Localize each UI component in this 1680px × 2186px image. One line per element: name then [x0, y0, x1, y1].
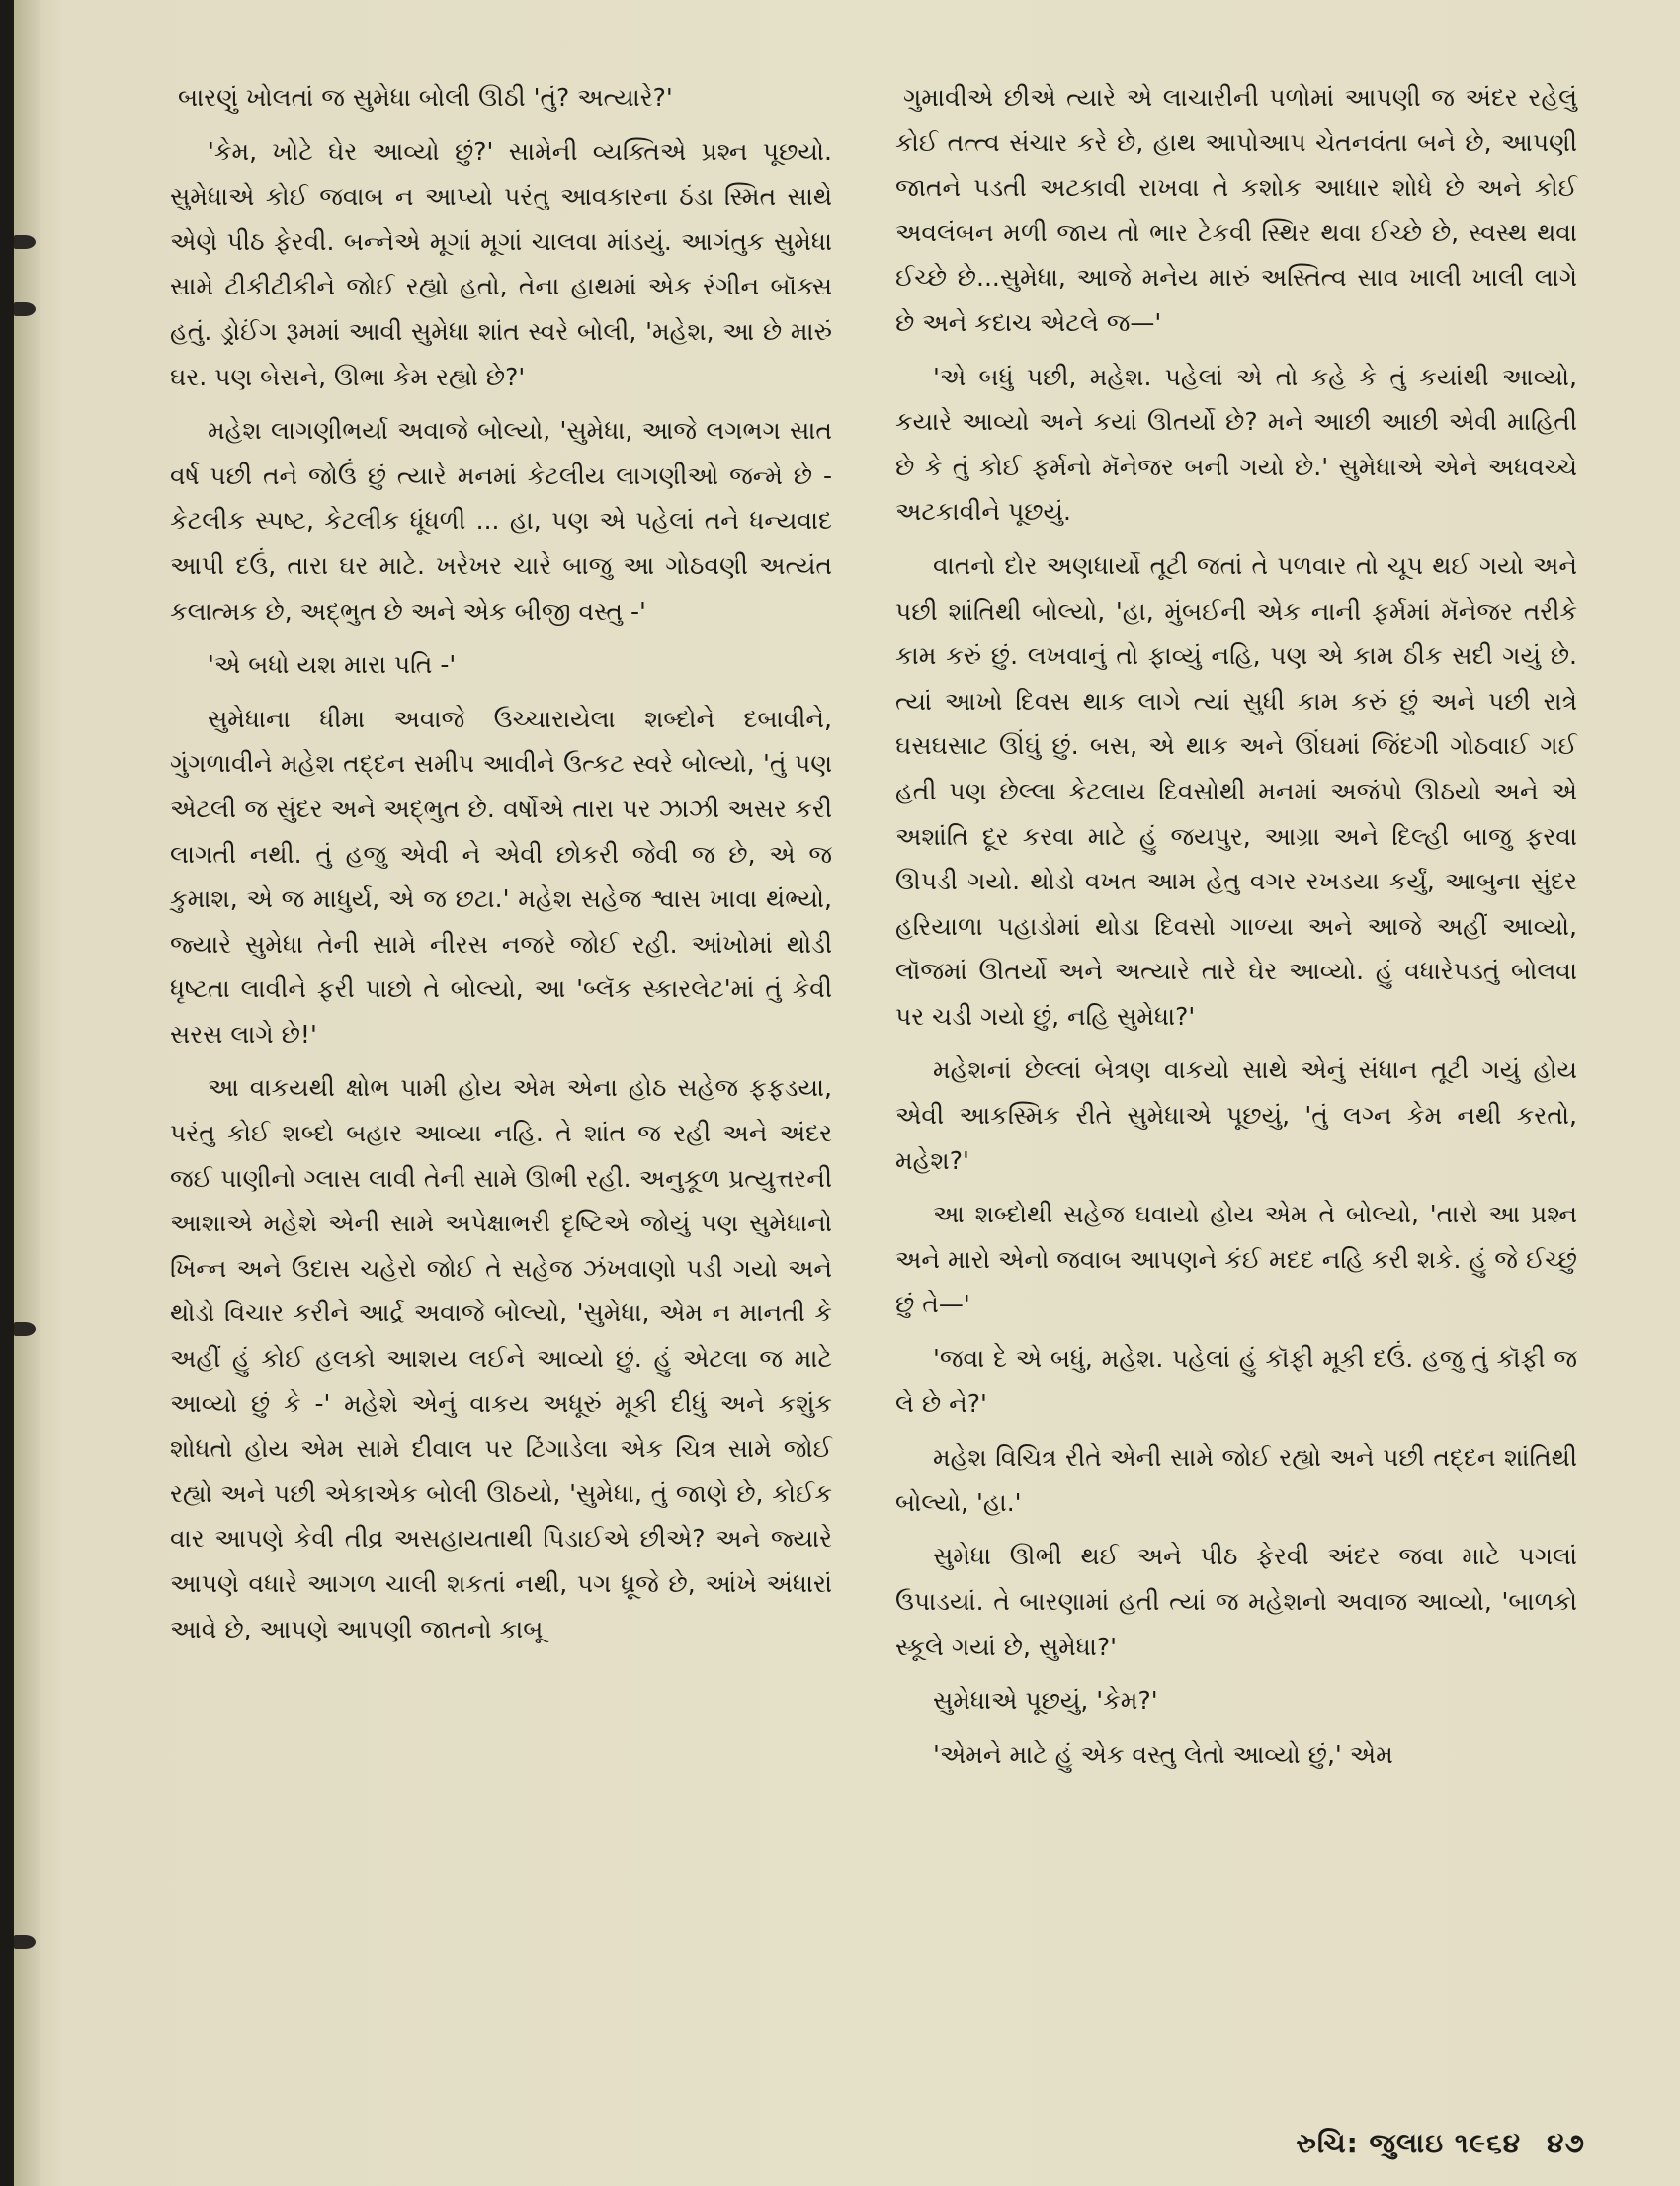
paragraph: મહેશ લાગણીભર્યા અવાજે બોલ્યો, 'સુમેધા, આજે લગભગ સાત વર્ષ પછી તને જોઉં છું ત્યારે મનમાં કેટલીય લાગણીઓ જન્મે છે - કેટલીક સ્પષ્ટ, કેટલીક ધૂંધળી ... હા, પણ એ પહેલાં તને ધન્યવાદ આપી દઉં, તારા ઘર માટે. ખરેખર ચારે બાજુ આ ગોઠવણી અત્યંત કલાત્મક છે, અદ્ભુત છે અને એક બીજી વસ્તુ -' — [170, 416, 832, 626]
binding-punch-mark — [14, 302, 36, 316]
paragraph: વાતનો દોર અણધાર્યો તૂટી જતાં તે પળવાર તો ચૂપ થઈ ગયો અને પછી શાંતિથી બોલ્યો, 'હા, મુંબઈની એક નાની ફર્મમાં મૅનેજર તરીકે કામ કરું છું. લખવાનું તો ફાવ્યું નહિ, પણ એ કામ ઠીક સદી ગયું છે. ત્યાં આખો દિવસ થાક લાગે ત્યાં સુધી કામ કરું છું અને પછી રાત્રે ઘસઘસાટ ઊંઘું છું. બસ, એ થાક અને ઊંઘમાં જિંદગી ગોઠવાઈ ગઈ હતી પણ છેલ્લા કેટલાય દિવસોથી મનમાં અજંપો ઊઠયો અને એ અશાંતિ દૂર કરવા માટે હું જયપુર, આગ્રા અને દિલ્હી બાજુ ફરવા ઊપડી ગયો. થોડો વખત આમ હેતુ વગર રખડયા કર્યું, આબુના સુંદર હરિયાળા પહાડોમાં થોડા દિવસો ગાળ્યા અને આજે અહીં આવ્યો, લૉજમાં ઊતર્યો અને અત્યારે તારે ઘેર આવ્યો. હું વધારેપડતું બોલવા પર ચડી ગયો છું, નહિ સુમેધા?' — [895, 550, 1577, 1031]
page-footer — [1289, 2127, 1585, 2160]
paragraph: બારણું ખોલતાં જ સુમેધા બોલી ઊઠી 'તું? અત્યારે?' — [178, 83, 673, 112]
binding-edge — [14, 0, 40, 2186]
magazine-date: રુચિ: જુલાઇ ૧૯૬૪ — [1296, 2127, 1522, 2159]
binding-punch-mark — [14, 235, 36, 249]
paragraph: આ વાકયથી ક્ષોભ પામી હોય એમ એના હોઠ સહેજ ફફડયા, પરંતુ કોઈ શબ્દો બહાર આવ્યા નહિ. તે શાંત જ રહી અને અંદર જઈ પાણીનો ગ્લાસ લાવી તેની સામે ઊભી રહી. અનુકૂળ પ્રત્યુત્તરની આશાએ મહેશે એની સામે અપેક્ષાભરી દૃષ્ટિએ જોયું પણ સુમેધાનો ખિન્ન અને ઉદાસ ચહેરો જોઈ તે સહેજ ઝંખવાણો પડી ગયો અને થોડો વિચાર કરીને આર્દ્ર અવાજે બોલ્યો, 'સુમેધા, એમ ન માનતી કે અહીં હું કોઈ હલકો આશય લઈને આવ્યો છું. હું એટલા જ માટે આવ્યો છું કે -' મહેશે એનું વાકય અધૂરું મૂકી દીધું અને કશુંક શોધતો હોય એમ સામે દીવાલ પર ટિંગાડેલા એક ચિત્ર સામે જોઈ રહ્યો અને પછી એકાએક બોલી ઊઠયો, 'સુમેધા, તું જાણે છે, કોઈક વાર આપણે કેવી તીવ્ર અસહાયતાથી પિડાઈએ છીએ? અને જ્યારે આપણે વધારે આગળ ચાલી શકતાં નથી, પગ ધ્રૂજે છે, આંખે અંધારાં આવે છે, આપણે આપણી જાતનો કાબૂ — [170, 1073, 832, 1643]
right-text-column — [895, 75, 1577, 1777]
paragraph: આ શબ્દોથી સહેજ ઘવાયો હોય એમ તે બોલ્યો, 'તારો આ પ્રશ્ન અને મારો એનો જવાબ આપણને કંઈ મદદ નહિ કરી શકે. હું જે ઈચ્છું છું તે—' — [895, 1200, 1577, 1319]
paragraph: સુમેધા ઊભી થઈ અને પીઠ ફેરવી અંદર જવા માટે પગલાં ઉપાડયાં. તે બારણામાં હતી ત્યાં જ મહેશનો અવાજ આવ્યો, 'બાળકો સ્કૂલે ગયાં છે, સુમેધા?' — [895, 1542, 1577, 1661]
magazine-page — [14, 0, 1680, 2186]
paragraph: સુમેધાના ધીમા અવાજે ઉચ્ચારાયેલા શબ્દોને દબાવીને, ગુંગળાવીને મહેશ તદ્દન સમીપ આવીને ઉત્કટ સ્વરે બોલ્યો, 'તું પણ એટલી જ સુંદર અને અદ્ભુત છે. વર્ષોએ તારા પર ઝાઝી અસર કરી લાગતી નથી. તું હજુ એવી ને એવી છોકરી જેવી જ છે, એ જ કુમાશ, એ જ માધુર્ય, એ જ છટા.' મહેશ સહેજ શ્વાસ ખાવા થંભ્યો, જ્યારે સુમેધા તેની સામે નીરસ નજરે જોઈ રહી. આંખોમાં થોડી ધૃષ્ટતા લાવીને ફરી પાછો તે બોલ્યો, આ 'બ્લૅક સ્કારલેટ'માં તું કેવી સરસ લાગે છે!' — [170, 704, 832, 1049]
paragraph: 'એ બધો યશ મારા પતિ -' — [208, 650, 457, 680]
paragraph: 'કેમ, ખોટે ઘેર આવ્યો છું?' સામેની વ્યક્તિએ પ્રશ્ન પૂછયો. સુમેધાએ કોઈ જવાબ ન આપ્યો પરંતુ આવકારના ઠંડા સ્મિત સાથે એણે પીઠ ફેરવી. બન્નેએ મૂગાં મૂગાં ચાલવા માંડયું. આગંતુક સુમેધા સામે ટીકીટીકીને જોઈ રહ્યો હતો, તેના હાથમાં એક રંગીન બૉક્સ હતું. ડ્રોઈંગ રૂમમાં આવી સુમેધા શાંત સ્વરે બોલી, 'મહેશ, આ છે મારું ઘર. પણ બેસને, ઊભા કેમ રહ્યો છે?' — [170, 136, 832, 391]
paragraph: સુમેધાએ પૂછયું, 'કેમ?' — [933, 1686, 1158, 1716]
binding-punch-mark — [14, 1935, 36, 1949]
binding-punch-mark — [14, 1322, 36, 1336]
left-text-column — [170, 75, 832, 1651]
paragraph: મહેશ વિચિત્ર રીતે એની સામે જોઈ રહ્યો અને પછી તદ્દન શાંતિથી બોલ્યો, 'હા.' — [895, 1443, 1577, 1517]
paragraph: મહેશનાં છેલ્લાં બેત્રણ વાકયો સાથે એનું સંધાન તૂટી ગયું હોય એવી આકસ્મિક રીતે સુમેધાએ પૂછયું, 'તું લગ્ન કેમ નથી કરતો, મહેશ?' — [895, 1055, 1577, 1175]
paragraph: 'એ બધું પછી, મહેશ. પહેલાં એ તો કહે કે તું કયાંથી આવ્યો, કયારે આવ્યો અને કયાં ઊતર્યો છે? મને આછી આછી એવી માહિતી છે કે તું કોઈ ફર્મનો મૅનેજર બની ગયો છે.' સુમેધાએ એને અધવચ્ચે અટકાવીને પૂછયું. — [895, 362, 1577, 527]
paragraph: ગુમાવીએ છીએ ત્યારે એ લાચારીની પળોમાં આપણી જ અંદર રહેલું કોઈ તત્ત્વ સંચાર કરે છે, હાથ આપોઆપ ચેતનવંતા બને છે, આપણી જાતને પડતી અટકાવી રાખવા તે કશોક આધાર શોધે છે અને કોઈ અવલંબન મળી જાય તો ભાર ટેકવી સ્થિર થવા ઈચ્છે છે, સ્વસ્થ થવા ઈચ્છે છે...સુમેધા, આજે મનેય મારું અસ્તિત્વ સાવ ખાલી ખાલી લાગે છે અને કદાચ એટલે જ—' — [895, 83, 1577, 337]
paragraph: 'જવા દે એ બધું, મહેશ. પહેલાં હું કૉફી મૂકી દઉં. હજુ તું કૉફી જ લે છે ને?' — [895, 1344, 1577, 1418]
page-number: ૪૭ — [1547, 2127, 1585, 2159]
paragraph: 'એમને માટે હું એક વસ્તુ લેતો આવ્યો છું,' એમ — [933, 1739, 1393, 1769]
